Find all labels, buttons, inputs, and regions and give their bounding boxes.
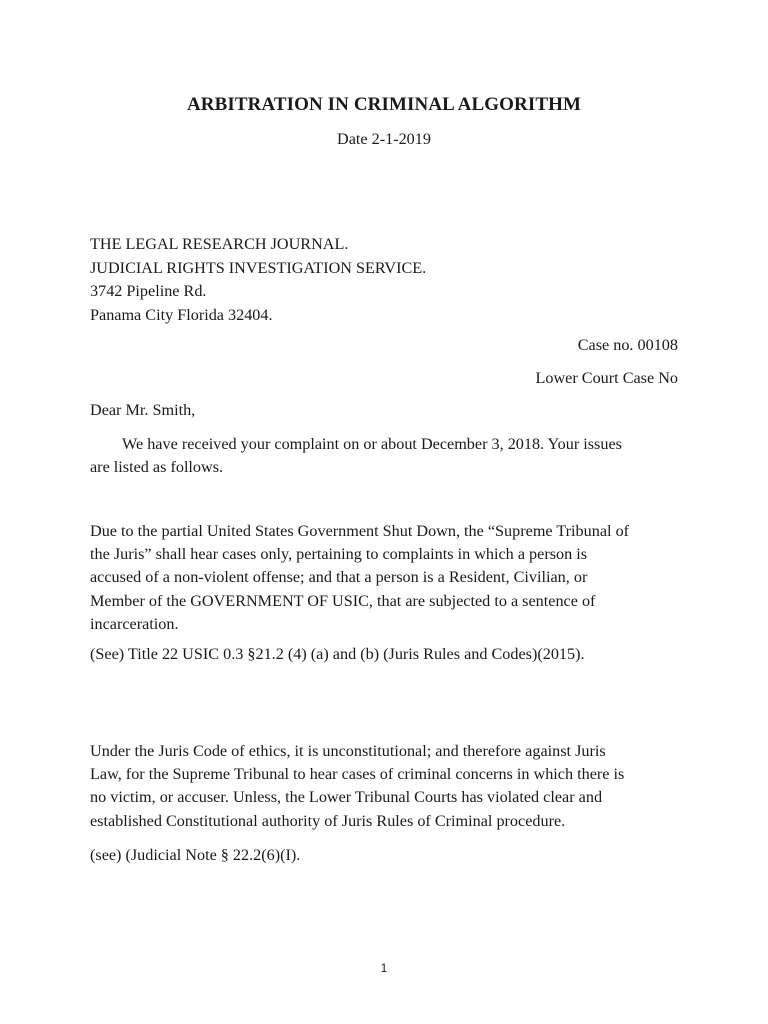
- paragraph-shutdown-notice: [90, 520, 680, 636]
- paragraph-line: accused of a non-violent offense; and that a person is a Resident, Civilian, or: [90, 568, 588, 587]
- paragraph-line: Law, for the Supreme Tribunal to hear cases of criminal concerns in which there is: [90, 765, 625, 784]
- paragraph-line: established Constitutional authority of Juris Rules of Criminal procedure.: [90, 811, 566, 830]
- paragraph-line: We have received your complaint on or about December 3, 2018. Your issues: [122, 435, 622, 453]
- reference-judicial-note: (see) (Judicial Note § 22.2(6)(I).: [90, 846, 301, 864]
- address-line: Panama City Florida 32404.: [90, 305, 273, 324]
- paragraph-line: no victim, or accuser. Unless, the Lower Tribunal Courts has violated clear and: [90, 788, 603, 807]
- document-date: Date 2-1-2019: [337, 130, 431, 148]
- page-number: 1: [380, 961, 388, 975]
- address-line: THE LEGAL RESEARCH JOURNAL.: [90, 235, 349, 253]
- reference-title-22: (See) Title 22 USIC 0.3 §21.2 (4) (a) and (b) (Juris Rules and Codes)(2015).: [90, 645, 585, 663]
- paragraph-line: Due to the partial United States Government Shut Down, the “Supreme Tribunal of: [90, 522, 630, 540]
- paragraph-line: Under the Juris Code of ethics, it is unconstitutional; and therefore against Juris: [90, 742, 606, 760]
- recipient-address: [90, 233, 426, 327]
- case-number: Case no. 00108: [577, 336, 678, 354]
- paragraph-line: are listed as follows.: [90, 458, 224, 477]
- paragraph-complaint-received: [90, 433, 680, 479]
- address-line: JUDICIAL RIGHTS INVESTIGATION SERVICE.: [90, 258, 427, 277]
- address-line: 3742 Pipeline Rd.: [90, 282, 207, 300]
- lower-court-case-number: Lower Court Case No: [535, 369, 678, 387]
- document-title: ARBITRATION IN CRIMINAL ALGORITHM: [186, 94, 582, 115]
- paragraph-line: Member of the GOVERNMENT OF USIC, that are subjected to a sentence of: [90, 591, 596, 610]
- paragraph-line: incarceration.: [90, 614, 179, 633]
- salutation: Dear Mr. Smith,: [90, 401, 196, 419]
- paragraph-code-of-ethics: [90, 740, 680, 833]
- paragraph-line: the Juris” shall hear cases only, pertaining to complaints in which a person is: [90, 545, 588, 564]
